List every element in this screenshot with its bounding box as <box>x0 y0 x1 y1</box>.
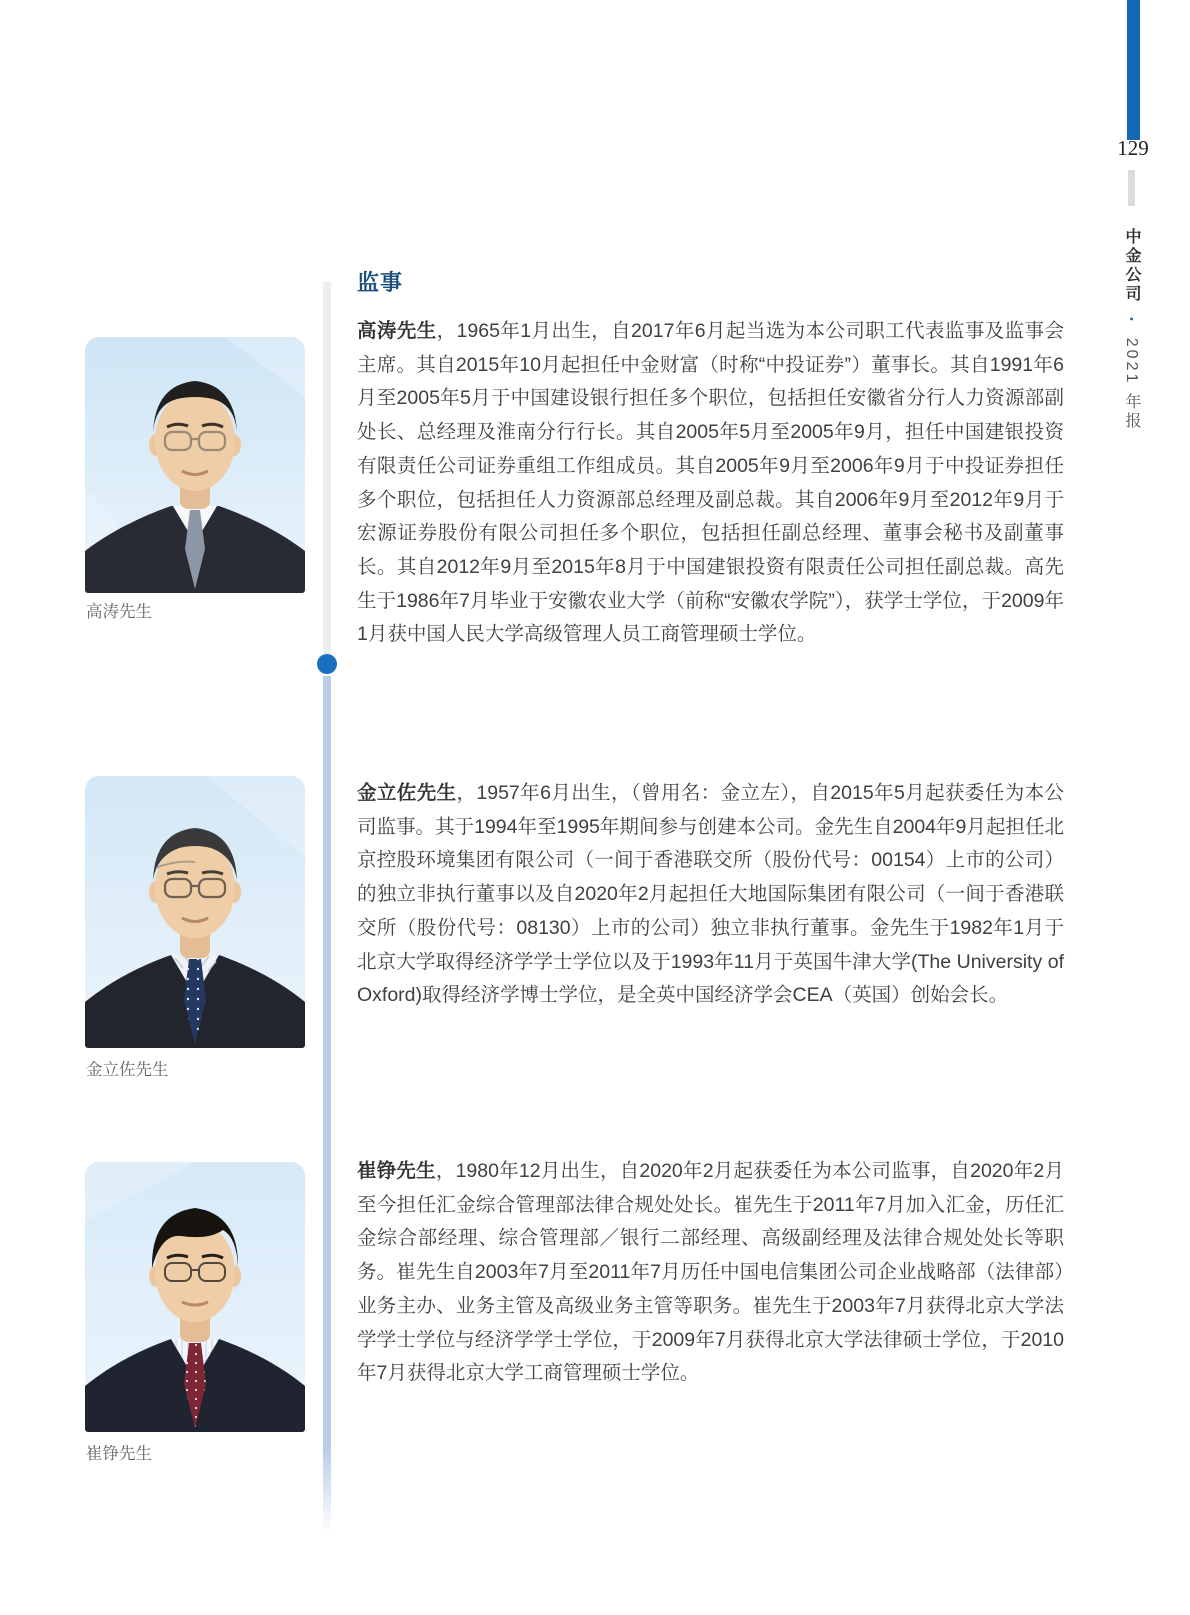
timeline-rule-blue <box>323 676 331 1534</box>
portrait-illustration <box>85 337 305 593</box>
person-name: 崔铮先生 <box>357 1160 436 1182</box>
brand-name: 中金公司 <box>1123 228 1140 304</box>
portrait-illustration <box>85 1162 305 1432</box>
bio-paragraph-gao-tao <box>357 315 1064 652</box>
bio-text: ，1957年6月出生，（曾用名：金立左），自2015年5月起获委任为本公司监事。其于1994年至1995年期间参与创建本公司。金先生自2004年9月起担任北京控股环境集团有限公司（一间于香港联交所（股份代号：00154）上市的公司）的独立非执行董事以及自2020年2月起担任大地国际集团有限公司（一间于香港联交所（股份代号：08130）上市的公司）独立非执行董事。金先生于1982年1月于北京大学取得经济学学士学位以及于1993年11月于英国牛津大学(The University of Oxford)取得经济学博士学位，是全英中国经济学会CEA（英国）创始会长。 <box>357 782 1064 1007</box>
timeline-dot <box>317 654 337 674</box>
person-name: 金立佐先生 <box>357 782 457 804</box>
person-name: 高涛先生 <box>357 320 437 342</box>
bio-text: ，1965年1月出生，自2017年6月起当选为本公司职工代表监事及监事会主席。其自2015年10月起担任中金财富（时称“中投证券”）董事长。其自1991年6月至2005年5月于中国建设银行担任多个职位，包括担任安徽省分行人力资源部副处长、总经理及淮南分行行长。其自2005年5月至2005年9月，担任中国建银投资有限责任公司证券重组工作组成员。其自2005年9月至2006年9月于中投证券担任多个职位，包括担任人力资源部总经理及副总裁。其自2006年9月至2012年9月于宏源证券股份有限公司担任多个职位，包括担任副总经理、董事会秘书及副董事长。其自2012年9月至2015年8月于中国建银投资有限责任公司担任副总裁。高先生于1986年7月毕业于安徽农业大学（前称“安徽农学院”），获学士学位，于2009年1月获中国人民大学高级管理人员工商管理硕士学位。 <box>357 320 1064 646</box>
portrait-photo-jin-lizuo <box>85 776 305 1048</box>
bio-paragraph-jin-lizuo <box>357 777 1064 1013</box>
page-number: 129 <box>1117 136 1149 160</box>
photo-caption: 高涛先生 <box>86 603 152 621</box>
vertical-running-title <box>1120 228 1143 431</box>
section-title: 监事 <box>357 270 404 295</box>
page-number-rule <box>1128 170 1135 206</box>
photo-caption: 金立佐先生 <box>86 1061 169 1079</box>
report-edition: 2021 年报 <box>1123 337 1140 431</box>
portrait-illustration <box>85 776 305 1048</box>
timeline-rule-gray <box>323 282 331 654</box>
page-edge-accent-bar <box>1127 0 1140 140</box>
bio-text: ，1980年12月出生，自2020年2月起获委任为本公司监事，自2020年2月至今担任汇金综合管理部法律合规处处长。崔先生于2011年7月加入汇金，历任汇金综合部经理、综合管理部／银行二部经理、高级副经理及法律合规处处长等职务。崔先生自2003年7月至2011年7月历任中国电信集团公司企业战略部（法律部）业务主办、业务主管及高级业务主管等职务。崔先生于2003年7月获得北京大学法学学士学位与经济学学士学位，于2009年7月获得北京大学法律硕士学位，于2010年7月获得北京大学工商管理硕士学位。 <box>357 1160 1064 1385</box>
portrait-photo-cui-zheng <box>85 1162 305 1432</box>
photo-caption: 崔铮先生 <box>86 1445 152 1463</box>
portrait-photo-gao-tao <box>85 337 305 593</box>
bio-paragraph-cui-zheng <box>357 1155 1064 1391</box>
bullet-separator-icon: • <box>1125 317 1137 325</box>
